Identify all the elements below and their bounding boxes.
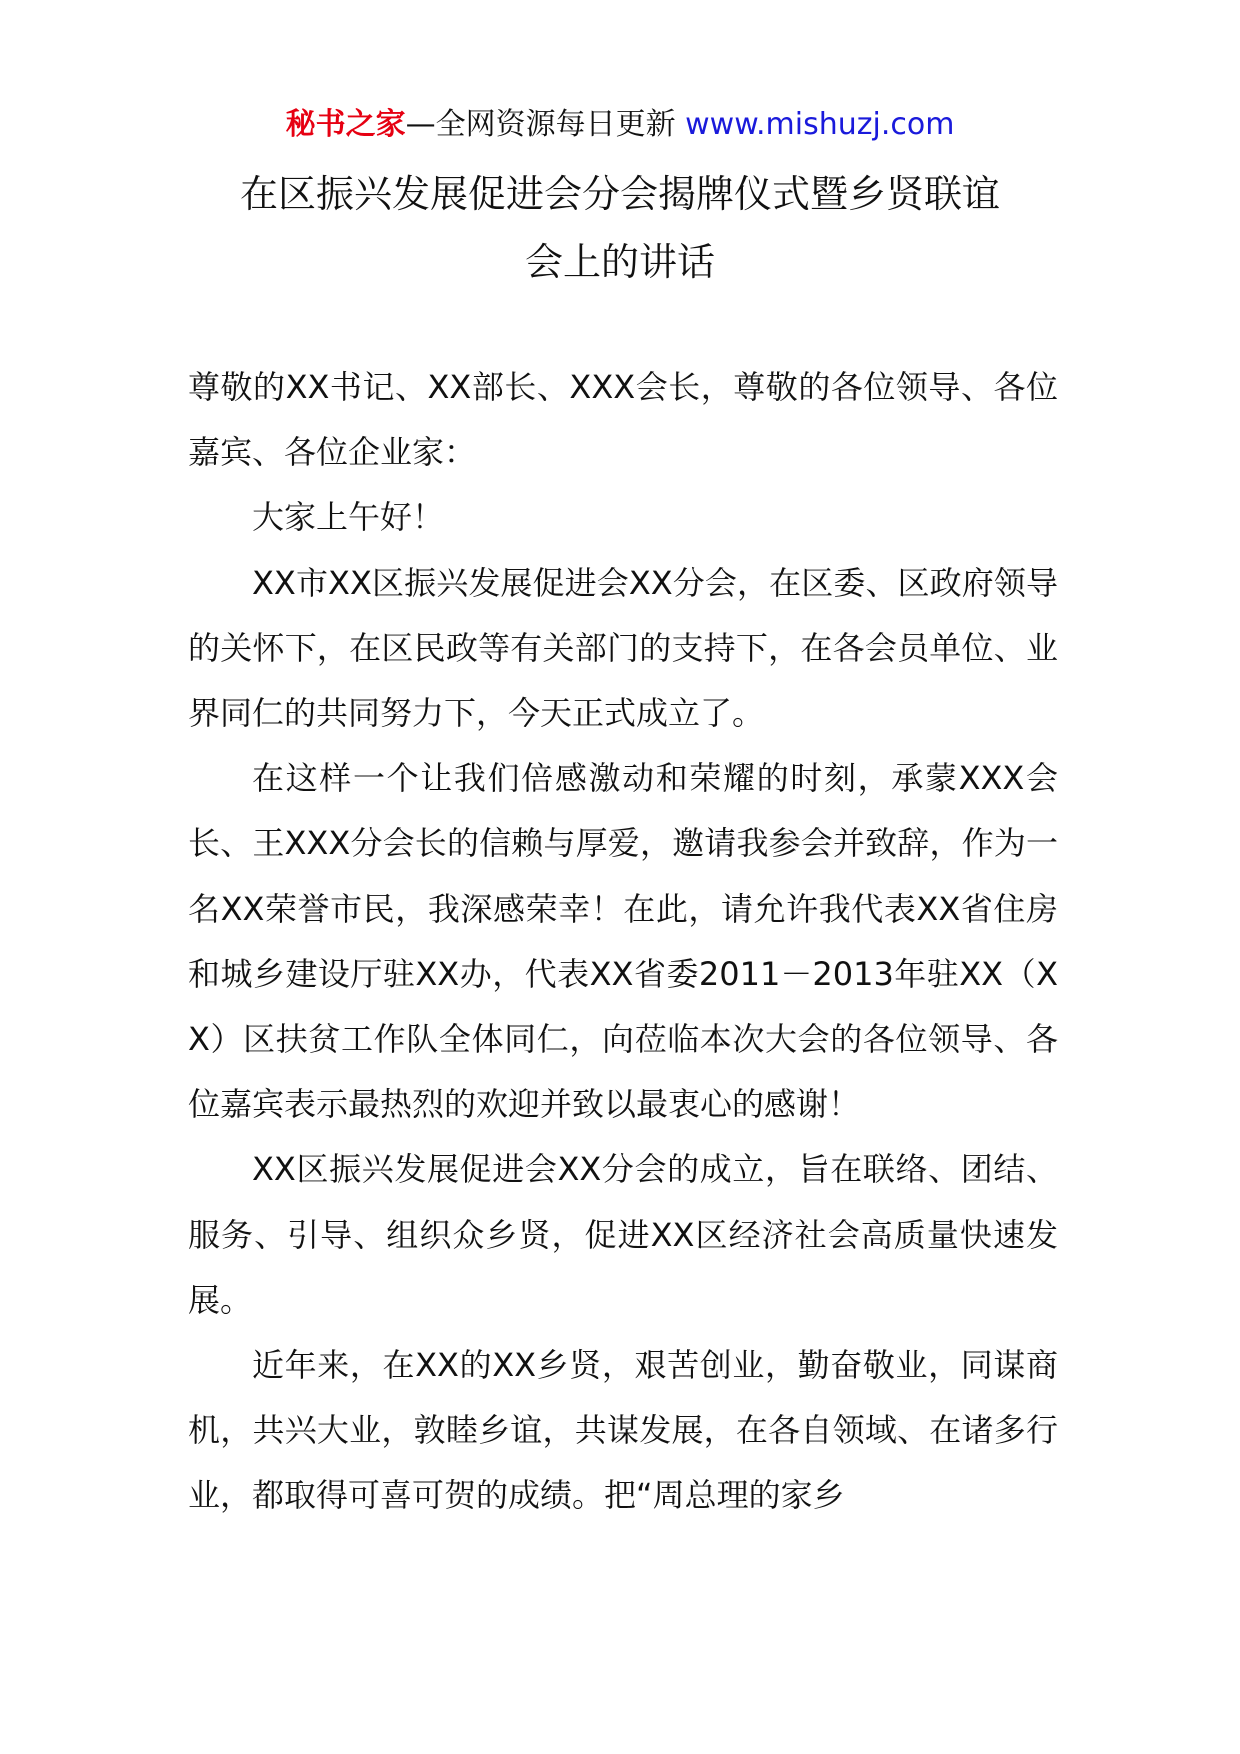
body-paragraph: 近年来，在XX的XX乡贤，艰苦创业，勤奋敬业，同谋商机，共兴大业，敦睦乡谊，共谋发展，在各自领域、在诸多行业，都取得可喜可贺的成绩。把“周总理的家乡 [188, 1346, 1058, 1515]
body-paragraph: 在这样一个让我们倍感激动和荣耀的时刻，承蒙XXX会长、王XXX分会长的信赖与厚爱，邀请我参会并致辞，作为一名XX荣誉市民，我深感荣幸！在此，请允许我代表XX省住房和城乡建设厅驻XX办，代表XX省委2011－2013年驻XX（XX）区扶贫工作队全体同仁，向莅临本次大会的各位领导、各位嘉宾表示最热烈的欢迎并致以最衷心的感谢！ [188, 759, 1058, 1124]
document-body [188, 355, 1058, 1529]
title-line-1: 在区振兴发展促进会分会揭牌仪式暨乡贤联谊 [239, 172, 1000, 216]
site-url-link[interactable]: www.mishuzj.com [685, 107, 955, 142]
body-paragraph: XX区振兴发展促进会XX分会的成立，旨在联络、团结、服务、引导、组织众乡贤，促进XX区经济社会高质量快速发展。 [188, 1150, 1058, 1319]
greeting-paragraph: 大家上午好！ [252, 498, 445, 537]
title-line-2: 会上的讲话 [524, 240, 715, 284]
salutation-paragraph: 尊敬的XX书记、XX部长、XXX会长，尊敬的各位领导、各位嘉宾、各位企业家： [188, 368, 1058, 472]
body-paragraph: XX市XX区振兴发展促进会XX分会，在区委、区政府领导的关怀下，在区民政等有关部门的支持下，在各会员单位、业界同仁的共同努力下，今天正式成立了。 [188, 563, 1058, 733]
header-slogan: —全网资源每日更新 [405, 107, 686, 142]
brand-name: 秘书之家 [285, 107, 406, 142]
document-title [150, 160, 1090, 296]
site-header [0, 100, 1240, 150]
